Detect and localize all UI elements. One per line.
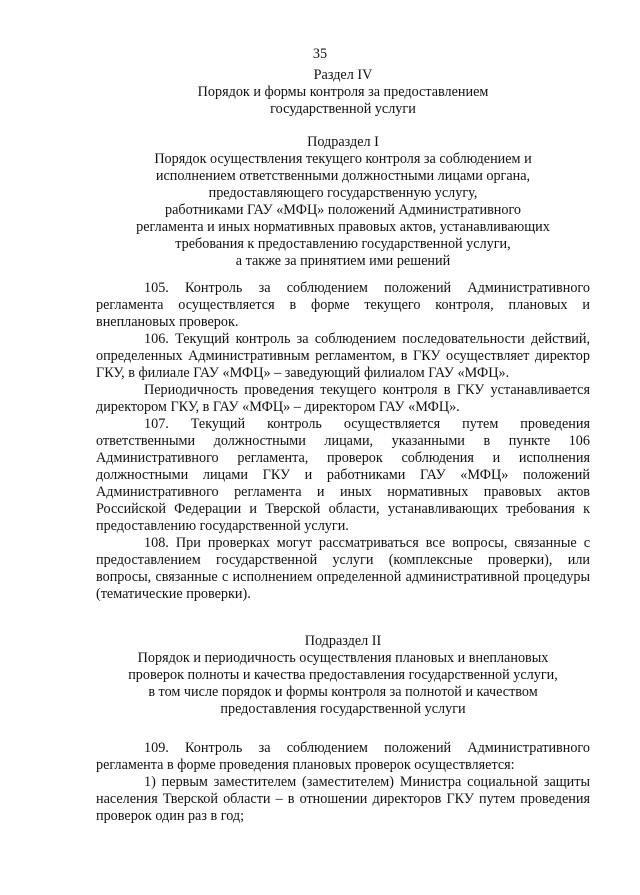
subsection-1-heading-line: предоставляющего государственную услугу, — [208, 185, 478, 201]
subsection-1-header — [96, 134, 590, 270]
subsection-2-body — [96, 740, 590, 825]
subsection-1-heading-line: регламента и иных нормативных правовых актов, устанавливающих — [136, 219, 550, 235]
subsection-1-heading-line: исполнением ответственными должностными лицами органа, — [155, 168, 531, 184]
section-subtitle-line: Порядок и формы контроля за предоставлением — [197, 84, 489, 100]
subsection-2-heading-line: предоставления государственной услуги — [220, 701, 466, 717]
section-header — [96, 67, 590, 118]
paragraph-106-periodicity: Периодичность проведения текущего контроля в ГКУ устанавливается директором ГКУ, в ГАУ «МФЦ» – директором ГАУ «МФЦ». — [96, 382, 590, 415]
subsection-1-heading-line: а также за принятием ими решений — [235, 253, 451, 269]
page-number: 35 — [312, 46, 328, 62]
section-subtitle-line: государственной услуги — [270, 101, 416, 117]
paragraph-106: 106. Текущий контроль за соблюдением последовательности действий, определенных Административным регламентом, в ГКУ осуществляет директор ГКУ, в филиале ГАУ «МФЦ» – заведующий филиалом ГАУ «МФЦ». — [96, 331, 590, 381]
subsection-2-title: Подраздел II — [304, 633, 382, 649]
subsection-1-heading-line: Порядок осуществления текущего контроля за соблюдением и — [154, 151, 532, 167]
subsection-2-heading-line: Порядок и периодичность осуществления плановых и внеплановых — [137, 650, 549, 666]
paragraph-108: 108. При проверках могут рассматриваться все вопросы, связанные с предоставлением государственной услуги (комплексные проверки), или вопросы, связанные с исполнением определенной административной процедуры (тематические проверки). — [96, 535, 590, 602]
subsection-2-heading-line: в том числе порядок и формы контроля за полнотой и качеством — [148, 684, 538, 700]
subsection-1-title: Подраздел I — [307, 134, 379, 150]
subsection-1-heading-line: требования к предоставлению государственной услуги, — [175, 236, 511, 252]
subsection-2-header — [96, 633, 590, 718]
paragraph-107: 107. Текущий контроль осуществляется путем проведения ответственными должностными лицами, указанными в пункте 106 Административного регламента, проверок соблюдения и исполнения должностными лицами ГКУ и работниками ГАУ «МФЦ» положений Административного регламента и иных нормативных правовых актов Российской Федерации и Тверской области, устанавливающих требования к предоставлению государственной услуги. — [96, 416, 590, 534]
subsection-1-heading-line: работниками ГАУ «МФЦ» положений Административного — [164, 202, 522, 218]
paragraph-105: 105. Контроль за соблюдением положений Административного регламента осуществляется в форме текущего контроля, плановых и внеплановых проверок. — [96, 280, 590, 330]
subsection-1-body — [96, 280, 590, 603]
subsection-2-heading-line: проверок полноты и качества предоставления государственной услуги, — [128, 667, 558, 683]
paragraph-109-item-1: 1) первым заместителем (заместителем) Министра социальной защиты населения Тверской области – в отношении директоров ГКУ путем проведения проверок один раз в год; — [96, 774, 590, 824]
section-title: Раздел IV — [313, 67, 373, 83]
paragraph-109: 109. Контроль за соблюдением положений Административного регламента в форме проведения плановых проверок осуществляется: — [96, 740, 590, 773]
